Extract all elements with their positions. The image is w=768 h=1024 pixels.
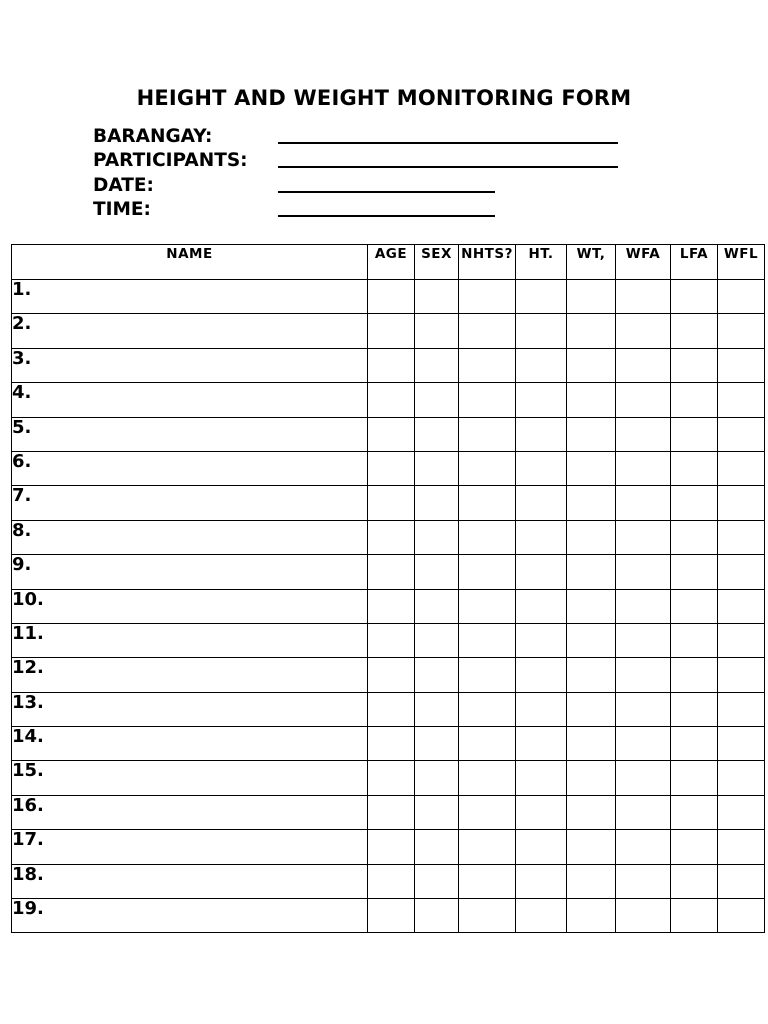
table-cell[interactable] <box>616 314 671 348</box>
table-cell[interactable] <box>616 417 671 451</box>
table-cell[interactable] <box>415 589 459 623</box>
table-cell[interactable] <box>516 280 567 314</box>
table-cell[interactable] <box>671 555 718 589</box>
row-number-name-cell[interactable]: 1. <box>12 280 368 314</box>
row-number-name-cell[interactable]: 15. <box>12 761 368 795</box>
table-cell[interactable] <box>368 520 415 554</box>
table-cell[interactable] <box>718 658 765 692</box>
table-cell[interactable] <box>415 555 459 589</box>
table-cell[interactable] <box>671 486 718 520</box>
field-row <box>93 197 618 222</box>
row-number-name-cell[interactable]: 11. <box>12 623 368 657</box>
table-cell[interactable] <box>671 830 718 864</box>
column-header: WFA <box>616 245 671 280</box>
table-cell[interactable] <box>516 383 567 417</box>
table-cell[interactable] <box>616 864 671 898</box>
table-cell[interactable] <box>616 555 671 589</box>
table-row <box>12 727 765 761</box>
form-fields <box>93 123 618 221</box>
table-cell[interactable] <box>616 692 671 726</box>
table-cell[interactable] <box>616 658 671 692</box>
table-cell[interactable] <box>616 727 671 761</box>
table-cell[interactable] <box>671 280 718 314</box>
table-cell[interactable] <box>368 761 415 795</box>
table-cell[interactable] <box>671 589 718 623</box>
table-cell[interactable] <box>459 280 516 314</box>
table-cell[interactable] <box>368 451 415 485</box>
table-cell[interactable] <box>516 348 567 382</box>
table-cell[interactable] <box>718 314 765 348</box>
table-cell[interactable] <box>368 623 415 657</box>
table-cell[interactable] <box>516 727 567 761</box>
row-number-name-cell[interactable]: 5. <box>12 417 368 451</box>
table-cell[interactable] <box>718 555 765 589</box>
field-blank-line[interactable] <box>278 200 495 217</box>
table-cell[interactable] <box>368 348 415 382</box>
table-cell[interactable] <box>718 795 765 829</box>
table-cell[interactable] <box>616 348 671 382</box>
table-cell[interactable] <box>516 899 567 933</box>
table-cell[interactable] <box>567 486 616 520</box>
table-cell[interactable] <box>516 864 567 898</box>
table-cell[interactable] <box>368 280 415 314</box>
table-row <box>12 280 765 314</box>
table-cell[interactable] <box>671 520 718 554</box>
table-cell[interactable] <box>671 727 718 761</box>
table-cell[interactable] <box>368 692 415 726</box>
table-row <box>12 486 765 520</box>
table-row <box>12 589 765 623</box>
table-cell[interactable] <box>671 348 718 382</box>
table-cell[interactable] <box>718 417 765 451</box>
table-cell[interactable] <box>718 692 765 726</box>
table-cell[interactable] <box>368 417 415 451</box>
table-cell[interactable] <box>368 727 415 761</box>
table-cell[interactable] <box>368 486 415 520</box>
table-cell[interactable] <box>718 899 765 933</box>
table-cell[interactable] <box>368 383 415 417</box>
column-header: WFL <box>718 245 765 280</box>
table-row <box>12 555 765 589</box>
table-cell[interactable] <box>415 727 459 761</box>
field-blank-line[interactable] <box>278 176 495 193</box>
table-cell[interactable] <box>459 555 516 589</box>
table-cell[interactable] <box>671 864 718 898</box>
column-header: LFA <box>671 245 718 280</box>
table-cell[interactable] <box>671 795 718 829</box>
table-cell[interactable] <box>718 280 765 314</box>
table-cell[interactable] <box>415 451 459 485</box>
table-cell[interactable] <box>616 486 671 520</box>
row-number-name-cell[interactable]: 16. <box>12 795 368 829</box>
table-cell[interactable] <box>567 520 616 554</box>
field-blank-line[interactable] <box>278 127 618 144</box>
table-cell[interactable] <box>459 727 516 761</box>
row-number-name-cell[interactable]: 19. <box>12 899 368 933</box>
row-number-name-cell[interactable]: 6. <box>12 451 368 485</box>
table-cell[interactable] <box>718 761 765 795</box>
row-number-name-cell[interactable]: 3. <box>12 348 368 382</box>
table-cell[interactable] <box>415 280 459 314</box>
table-cell[interactable] <box>718 348 765 382</box>
table-cell[interactable] <box>368 795 415 829</box>
table-cell[interactable] <box>368 864 415 898</box>
table-row <box>12 692 765 726</box>
table-cell[interactable] <box>567 761 616 795</box>
table-cell[interactable] <box>567 623 616 657</box>
table-cell[interactable] <box>459 486 516 520</box>
column-header: WT, <box>567 245 616 280</box>
column-header: AGE <box>368 245 415 280</box>
table-cell[interactable] <box>459 795 516 829</box>
table-cell[interactable] <box>368 658 415 692</box>
table-cell[interactable] <box>616 761 671 795</box>
row-number-name-cell[interactable]: 14. <box>12 727 368 761</box>
table-cell[interactable] <box>459 589 516 623</box>
table-cell[interactable] <box>718 383 765 417</box>
table-cell[interactable] <box>616 899 671 933</box>
table-cell[interactable] <box>616 520 671 554</box>
table-cell[interactable] <box>415 899 459 933</box>
form-title: HEIGHT AND WEIGHT MONITORING FORM <box>136 86 632 110</box>
table-cell[interactable] <box>671 383 718 417</box>
table-row <box>12 795 765 829</box>
row-number-name-cell[interactable]: 9. <box>12 555 368 589</box>
table-cell[interactable] <box>718 486 765 520</box>
table-cell[interactable] <box>567 451 616 485</box>
table-row <box>12 658 765 692</box>
column-header: NAME <box>12 245 368 280</box>
table-cell[interactable] <box>516 486 567 520</box>
table-cell[interactable] <box>459 520 516 554</box>
row-number-name-cell[interactable]: 10. <box>12 589 368 623</box>
table-cell[interactable] <box>718 589 765 623</box>
row-number-name-cell[interactable]: 4. <box>12 383 368 417</box>
table-row <box>12 899 765 933</box>
table-cell[interactable] <box>459 899 516 933</box>
table-cell[interactable] <box>567 348 616 382</box>
table-cell[interactable] <box>516 761 567 795</box>
table-cell[interactable] <box>415 658 459 692</box>
column-header: NHTS? <box>459 245 516 280</box>
table-cell[interactable] <box>415 623 459 657</box>
table-cell[interactable] <box>368 555 415 589</box>
table-cell[interactable] <box>567 727 616 761</box>
row-number-name-cell[interactable]: 13. <box>12 692 368 726</box>
table-cell[interactable] <box>368 589 415 623</box>
table-cell[interactable] <box>567 692 616 726</box>
table-cell[interactable] <box>459 692 516 726</box>
field-label: DATE: <box>93 174 154 196</box>
table-cell[interactable] <box>567 795 616 829</box>
table-row <box>12 348 765 382</box>
table-cell[interactable] <box>616 280 671 314</box>
table-cell[interactable] <box>567 383 616 417</box>
field-label: BARANGAY: <box>93 125 213 147</box>
table-row <box>12 383 765 417</box>
table-cell[interactable] <box>415 761 459 795</box>
table-cell[interactable] <box>415 830 459 864</box>
table-cell[interactable] <box>671 658 718 692</box>
table-cell[interactable] <box>516 623 567 657</box>
table-row <box>12 451 765 485</box>
table-cell[interactable] <box>567 417 616 451</box>
table-cell[interactable] <box>368 899 415 933</box>
table-cell[interactable] <box>459 658 516 692</box>
table-cell[interactable] <box>718 830 765 864</box>
table-cell[interactable] <box>459 383 516 417</box>
table-header-row <box>12 245 765 280</box>
table-cell[interactable] <box>516 555 567 589</box>
monitoring-table <box>11 244 765 933</box>
field-row <box>93 123 618 148</box>
table-cell[interactable] <box>415 486 459 520</box>
table-cell[interactable] <box>516 795 567 829</box>
table-cell[interactable] <box>567 589 616 623</box>
row-number-name-cell[interactable]: 17. <box>12 830 368 864</box>
table-cell[interactable] <box>718 864 765 898</box>
row-number-name-cell[interactable]: 8. <box>12 520 368 554</box>
table-cell[interactable] <box>415 348 459 382</box>
field-label: PARTICIPANTS: <box>93 150 248 171</box>
table-cell[interactable] <box>616 589 671 623</box>
field-blank-line[interactable] <box>278 151 618 168</box>
table-cell[interactable] <box>415 383 459 417</box>
table-cell[interactable] <box>567 899 616 933</box>
table-cell[interactable] <box>616 451 671 485</box>
table-cell[interactable] <box>616 623 671 657</box>
field-row <box>93 148 618 173</box>
table-cell[interactable] <box>516 830 567 864</box>
table-cell[interactable] <box>459 348 516 382</box>
table-cell[interactable] <box>616 795 671 829</box>
table-cell[interactable] <box>516 658 567 692</box>
table-cell[interactable] <box>516 417 567 451</box>
field-label: TIME: <box>93 199 151 220</box>
field-row <box>93 172 618 197</box>
table-cell[interactable] <box>718 727 765 761</box>
table-cell[interactable] <box>671 623 718 657</box>
table-cell[interactable] <box>671 451 718 485</box>
table-cell[interactable] <box>567 864 616 898</box>
table-cell[interactable] <box>567 280 616 314</box>
column-header: SEX <box>415 245 459 280</box>
table-cell[interactable] <box>567 830 616 864</box>
row-number-name-cell[interactable]: 7. <box>12 486 368 520</box>
table-cell[interactable] <box>671 692 718 726</box>
table-cell[interactable] <box>459 830 516 864</box>
table-cell[interactable] <box>718 451 765 485</box>
table-cell[interactable] <box>671 417 718 451</box>
table-cell[interactable] <box>616 830 671 864</box>
table-cell[interactable] <box>459 864 516 898</box>
table-row <box>12 314 765 348</box>
table-cell[interactable] <box>368 314 415 348</box>
row-number-name-cell[interactable]: 12. <box>12 658 368 692</box>
table-row <box>12 830 765 864</box>
table-cell[interactable] <box>616 383 671 417</box>
table-row <box>12 520 765 554</box>
table-cell[interactable] <box>671 314 718 348</box>
table-cell[interactable] <box>567 555 616 589</box>
table-cell[interactable] <box>415 795 459 829</box>
column-header: HT. <box>516 245 567 280</box>
table-cell[interactable] <box>516 692 567 726</box>
table-cell[interactable] <box>567 314 616 348</box>
table-row <box>12 761 765 795</box>
table-cell[interactable] <box>567 658 616 692</box>
table-cell[interactable] <box>459 451 516 485</box>
table-cell[interactable] <box>516 451 567 485</box>
row-number-name-cell[interactable]: 2. <box>12 314 368 348</box>
table-cell[interactable] <box>718 623 765 657</box>
table-cell[interactable] <box>415 692 459 726</box>
table-cell[interactable] <box>415 314 459 348</box>
table-cell[interactable] <box>459 314 516 348</box>
table-cell[interactable] <box>459 761 516 795</box>
row-number-name-cell[interactable]: 18. <box>12 864 368 898</box>
table-cell[interactable] <box>459 417 516 451</box>
table-cell[interactable] <box>415 417 459 451</box>
table-row <box>12 417 765 451</box>
table-cell[interactable] <box>459 623 516 657</box>
table-cell[interactable] <box>516 520 567 554</box>
table-row <box>12 623 765 657</box>
table-cell[interactable] <box>516 589 567 623</box>
table-row <box>12 864 765 898</box>
table-cell[interactable] <box>718 520 765 554</box>
table-cell[interactable] <box>516 314 567 348</box>
table-cell[interactable] <box>415 864 459 898</box>
table-cell[interactable] <box>671 899 718 933</box>
table-cell[interactable] <box>671 761 718 795</box>
table-cell[interactable] <box>415 520 459 554</box>
table-cell[interactable] <box>368 830 415 864</box>
